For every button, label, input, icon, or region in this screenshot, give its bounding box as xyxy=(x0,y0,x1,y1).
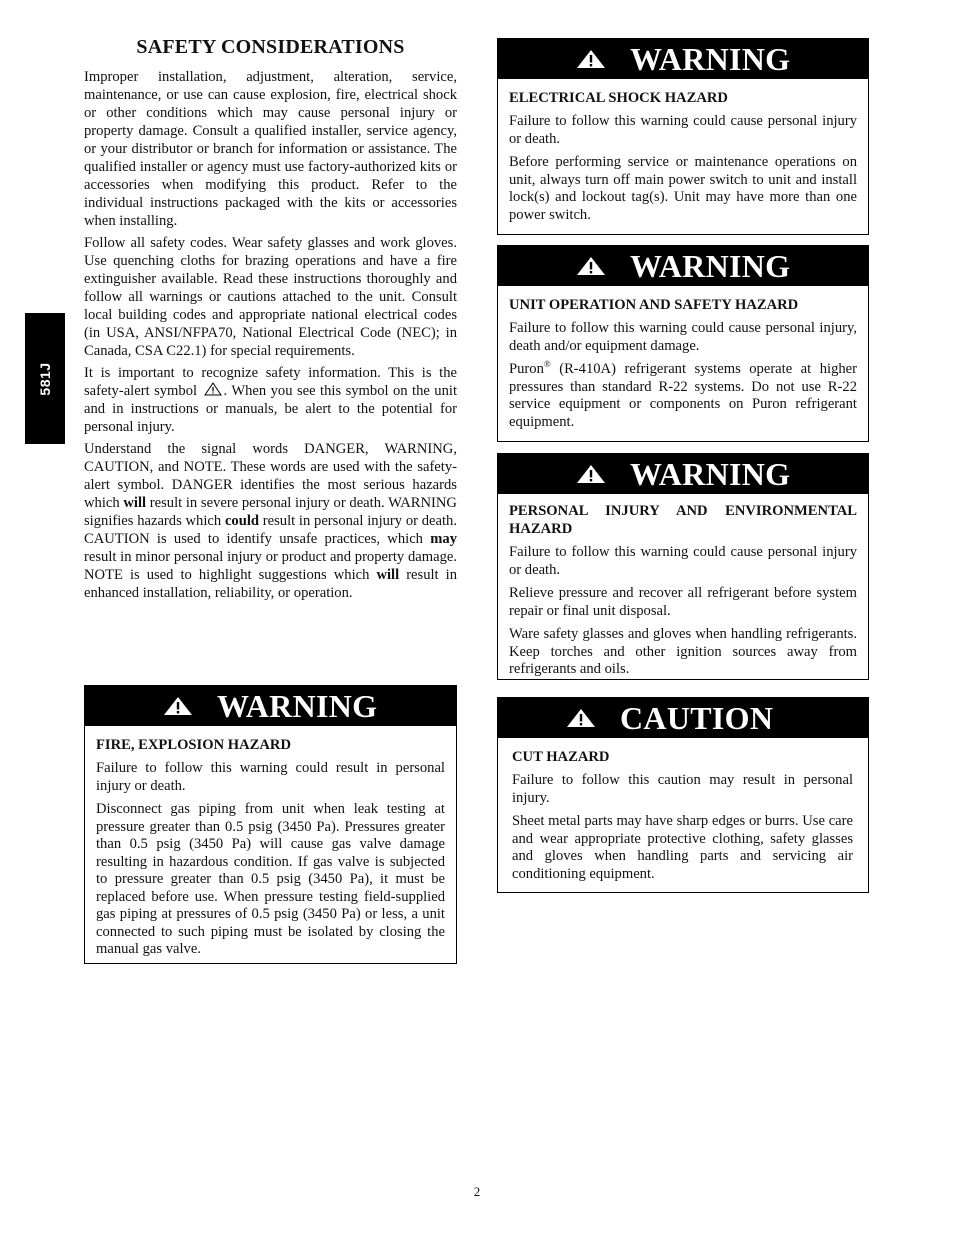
warning-header xyxy=(498,454,868,494)
caution-body xyxy=(498,738,868,891)
text-run: result in severe personal injury or death. WARNING signifies hazards which xyxy=(84,495,457,529)
text-run: Understand the signal words DANGER, WARNING, CAUTION, and NOTE. These words are used with the safety-alert symbol. DANGER identifies the most serious hazards which xyxy=(84,441,457,511)
caution-box-cut-hazard xyxy=(497,697,869,893)
text-run: result in enhanced installation, reliability, or operation. xyxy=(84,567,457,601)
caution-text-1: Failure to follow this caution may result in personal injury. xyxy=(512,772,853,806)
warning-header xyxy=(85,686,456,726)
warning-text-2: Relieve pressure and recover all refrigerant before system repair or final unit disposal. xyxy=(509,585,857,619)
warning-text-1: Failure to follow this warning could result in personal injury or death. xyxy=(96,760,445,794)
warning-box-unit-operation xyxy=(497,245,869,442)
warning-body xyxy=(498,286,868,439)
warning-triangle-icon xyxy=(576,49,606,69)
caution-triangle-icon xyxy=(566,708,596,728)
model-side-tab-label: 581J xyxy=(37,361,53,396)
intro-paragraph-3-start: It is important to recognize safety information. This is the safety-alert symbol xyxy=(84,365,457,399)
warning-text-1: Failure to follow this warning could cause personal injury, death and/or equipment damage. xyxy=(509,320,857,354)
warning-text-3: Ware safety glasses and gloves when handling refrigerants. Keep torches and other ignition sources away from refrigerants and oils. xyxy=(509,626,857,677)
intro-paragraph-4 xyxy=(84,440,457,602)
section-title: SAFETY CONSIDERATIONS xyxy=(136,36,405,58)
emphasis-may: may xyxy=(430,531,457,547)
emphasis-will: will xyxy=(123,495,147,511)
warning-body xyxy=(498,494,868,687)
warning-body xyxy=(498,79,868,232)
emphasis-could: could xyxy=(224,513,259,529)
signal-word: CAUTION xyxy=(620,700,774,736)
intro-paragraph-1: Improper installation, adjustment, alteration, service, maintenance, or use can cause explosion, fire, electrical shock or other conditions which may cause personal injury or property damage. Consult a qualified installer, service agency, or your distributor or branch for information or assistance. The qualified installer or agency must use factory-authorized kits or accessories when modifying this product. Refer to the individual instructions packaged with the kits or accessories when installing. xyxy=(84,69,457,229)
emphasis-will: will xyxy=(376,567,400,583)
model-side-tab xyxy=(25,313,65,444)
warning-text-2: Before performing service or maintenance operations on unit, always turn off main power switch to unit and install lock(s) and lockout tag(s). Unit may have more than one power switch. xyxy=(509,154,857,223)
hazard-title: ELECTRICAL SHOCK HAZARD xyxy=(509,90,728,106)
warning-text-2: Disconnect gas piping from unit when leak testing at pressure greater than 0.5 psig (3450 Pa). Pressures greater than 0.5 psig (3450 Pa) will cause gas valve damage resulting in hazardous condition. If gas valve is subjected to pressure greater than 0.5 psig (3450 Pa), it must be replaced before use. When pressure testing field-supplied gas piping at pressures of 0.5 psig (3450 Pa) or less, a unit connected to such piping must be isolated by closing the manual gas valve. xyxy=(96,801,445,957)
text-run: result in personal injury or death. CAUTION is used to identify unsafe practices, which xyxy=(84,513,457,547)
text-run: (R-410A) refrigerant systems operate at higher pressures than standard R-22 systems. Do not use R-22 service equipment or components on Puron refrigerant equipment. xyxy=(509,361,857,430)
warning-header xyxy=(498,39,868,79)
warning-triangle-icon xyxy=(576,464,606,484)
hazard-title: CUT HAZARD xyxy=(512,749,610,765)
intro-paragraph-2: Follow all safety codes. Wear safety glasses and work gloves. Use quenching cloths for brazing operations and have a fire extinguisher available. Read these instructions thoroughly and follow all warnings or cautions attached to the unit. Consult local building codes and appropriate national electrical codes (in USA, ANSI/NFPA70, National Electrical Code (NEC); in Canada, CSA C22.1) for special requirements. xyxy=(84,235,457,359)
signal-word: WARNING xyxy=(217,688,378,724)
hazard-title: PERSONAL INJURY AND ENVIRONMENTAL HAZARD xyxy=(509,503,857,537)
warning-header xyxy=(498,246,868,286)
signal-word: WARNING xyxy=(630,248,791,284)
warning-text-1: Failure to follow this warning could cause personal injury or death. xyxy=(509,544,857,578)
text-run: Puron xyxy=(509,361,544,377)
warning-text-1: Failure to follow this warning could cause personal injury or death. xyxy=(509,113,857,147)
caution-text-2: Sheet metal parts may have sharp edges or burrs. Use care and wear appropriate protective clothing, safety glasses and gloves when handling parts and servicing air conditioning equipment. xyxy=(512,813,853,882)
safety-alert-icon xyxy=(204,382,222,396)
warning-box-fire-explosion xyxy=(84,685,457,964)
page-number: 2 xyxy=(473,1184,481,1199)
warning-box-electrical-shock xyxy=(497,38,869,235)
warning-triangle-icon xyxy=(576,256,606,276)
hazard-title: FIRE, EXPLOSION HAZARD xyxy=(96,737,292,753)
intro-paragraph-3 xyxy=(84,364,457,436)
intro-paragraph-3-end: . When you see this symbol on the unit and in instructions or manuals, be alert to the potential for personal injury. xyxy=(84,383,457,435)
caution-header xyxy=(498,698,868,738)
signal-word: WARNING xyxy=(630,456,791,492)
registered-mark: ® xyxy=(543,359,551,370)
warning-text-2 xyxy=(509,361,857,431)
warning-triangle-icon xyxy=(163,696,193,716)
text-run: result in minor personal injury or product and property damage. NOTE is used to highlight suggestions which xyxy=(84,549,457,583)
safety-considerations-section xyxy=(84,36,457,606)
signal-word: WARNING xyxy=(630,41,791,77)
hazard-title: UNIT OPERATION AND SAFETY HAZARD xyxy=(509,297,799,313)
warning-body xyxy=(85,726,456,967)
warning-box-personal-injury xyxy=(497,453,869,680)
